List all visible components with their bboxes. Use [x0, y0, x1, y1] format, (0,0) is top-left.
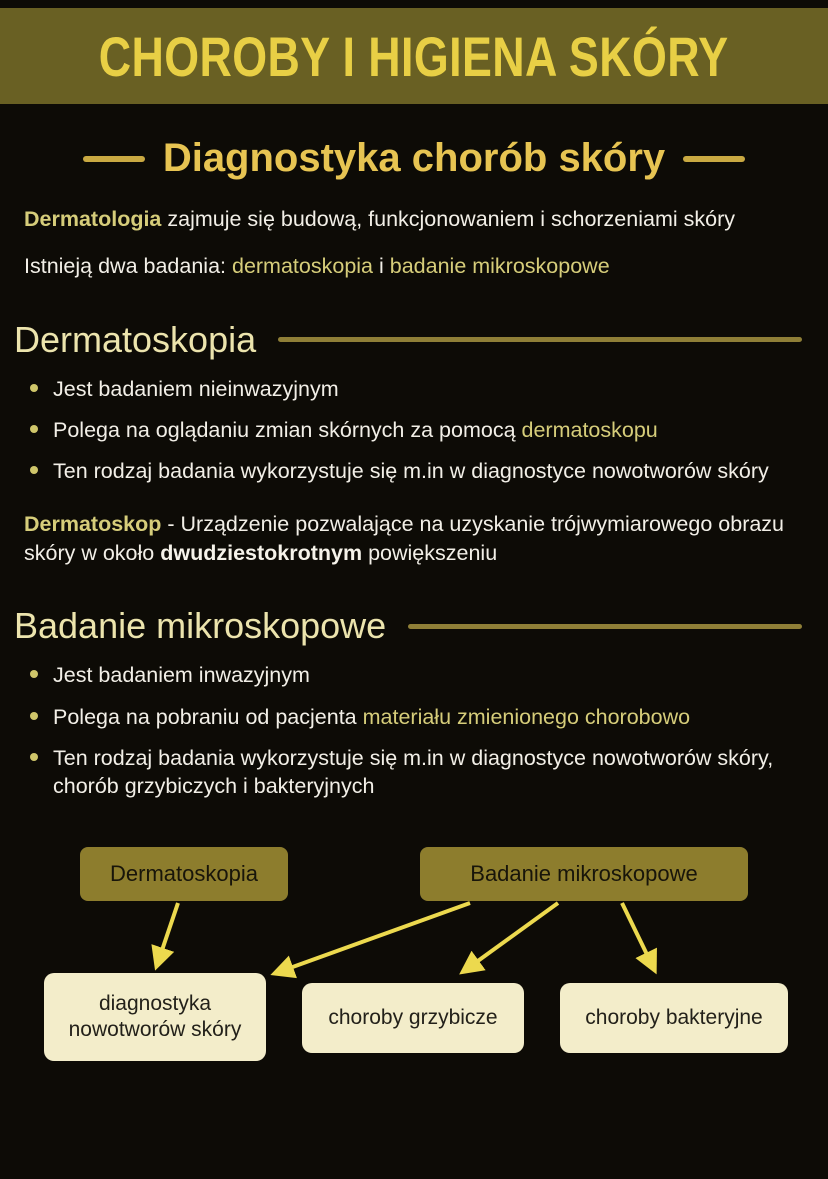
flow-box-badanie-mikroskopowe: Badanie mikroskopowe [420, 847, 748, 901]
bullet-text [53, 703, 690, 731]
term-dermatologia: Dermatologia [24, 207, 162, 231]
intro-paragraph-1 [24, 205, 804, 234]
section-dermatoskopia-bullets [24, 375, 804, 486]
page-banner [0, 8, 828, 104]
bullet-text-segment: Jest badaniem nieinwazyjnym [53, 376, 339, 401]
heading-dash-right [683, 156, 745, 162]
leaf-box-choroby-grzybicze: choroby grzybicze [302, 983, 524, 1053]
bullet-item [24, 416, 804, 444]
term-badanie-mikroskopowe: badanie mikroskopowe [389, 253, 610, 278]
bullet-dot-icon [30, 466, 38, 474]
leaf-box-choroby-bakteryjne: choroby bakteryjne [560, 983, 788, 1053]
arrow-badanie-to-bakteryjne [622, 903, 654, 969]
section-badanie-rule [408, 624, 802, 629]
bullet-dot-icon [30, 425, 38, 433]
bullet-text-segment: Ten rodzaj badania wykorzystuje się m.in w diagnostyce nowotworów skóry [53, 459, 769, 484]
arrow-dermatoskopia-to-nowotwory [157, 903, 178, 965]
flow-diagram [0, 831, 828, 1083]
leaf-box-diagnostyka-nowotworow: diagnostyka nowotworów skóry [44, 973, 266, 1061]
bullet-text [53, 744, 804, 801]
section-dermatoskopia-title: Dermatoskopia [14, 318, 257, 360]
bullet-dot-icon [30, 384, 38, 392]
intro-paragraph-2-conj: i [373, 253, 390, 278]
section-badanie-bullets [24, 661, 804, 801]
bullet-dot-icon [30, 670, 38, 678]
section-badanie-heading-row [14, 605, 802, 647]
bullet-text-segment: Polega na oglądaniu zmian skórnych za pomocą [53, 417, 522, 442]
bullet-text [53, 375, 339, 403]
bullet-text-segment: Jest badaniem inwazyjnym [53, 663, 310, 688]
section-badanie-title: Badanie mikroskopowe [14, 605, 387, 647]
term-dermatoskopu: dermatoskopu [521, 417, 658, 442]
term-material-chorobowy: materiału zmienionego chorobowo [362, 704, 691, 729]
term-dwudziestokrotnym: dwudziestokrotnym [160, 540, 363, 565]
bullet-text [53, 457, 769, 485]
flow-box-dermatoskopia: Dermatoskopia [80, 847, 288, 901]
arrow-badanie-to-nowotwory [276, 903, 470, 973]
definition-text-2: powiększeniu [362, 540, 498, 565]
intro-paragraph-2-text: Istnieją dwa badania: [24, 253, 232, 278]
bullet-item [24, 375, 804, 403]
dermatoskop-definition [24, 510, 804, 568]
bullet-dot-icon [30, 753, 38, 761]
page-title: CHOROBY I HIGIENA SKÓRY [99, 24, 729, 88]
term-dermatoskop: Dermatoskop [24, 511, 162, 536]
bullet-dot-icon [30, 712, 38, 720]
bullet-text-segment: Ten rodzaj badania wykorzystuje się m.in w diagnostyce nowotworów skóry, chorób grzybiczych i bakteryjnych [53, 746, 774, 799]
main-heading: Diagnostyka chorób skóry [162, 136, 666, 180]
bullet-item [24, 661, 804, 689]
term-dermatoskopia: dermatoskopia [231, 253, 374, 278]
bullet-text [53, 416, 658, 444]
bullet-item [24, 703, 804, 731]
bullet-item [24, 744, 804, 801]
intro-paragraph-2 [24, 252, 804, 281]
bullet-text-segment: Polega na pobraniu od pacjenta [53, 704, 363, 729]
definition-text-1: - Urządzenie pozwalające na uzyskanie trójwymiarowego obrazu skóry w około [24, 511, 785, 565]
main-heading-row [0, 136, 828, 181]
section-dermatoskopia-heading-row [14, 319, 802, 361]
arrow-badanie-to-grzybicze [464, 903, 558, 971]
bullet-item [24, 457, 804, 485]
section-dermatoskopia-rule [278, 337, 802, 342]
heading-dash-left [83, 156, 145, 162]
bullet-text [53, 661, 310, 689]
intro-paragraph-1-text: zajmuje się budową, funkcjonowaniem i schorzeniami skóry [161, 207, 735, 231]
